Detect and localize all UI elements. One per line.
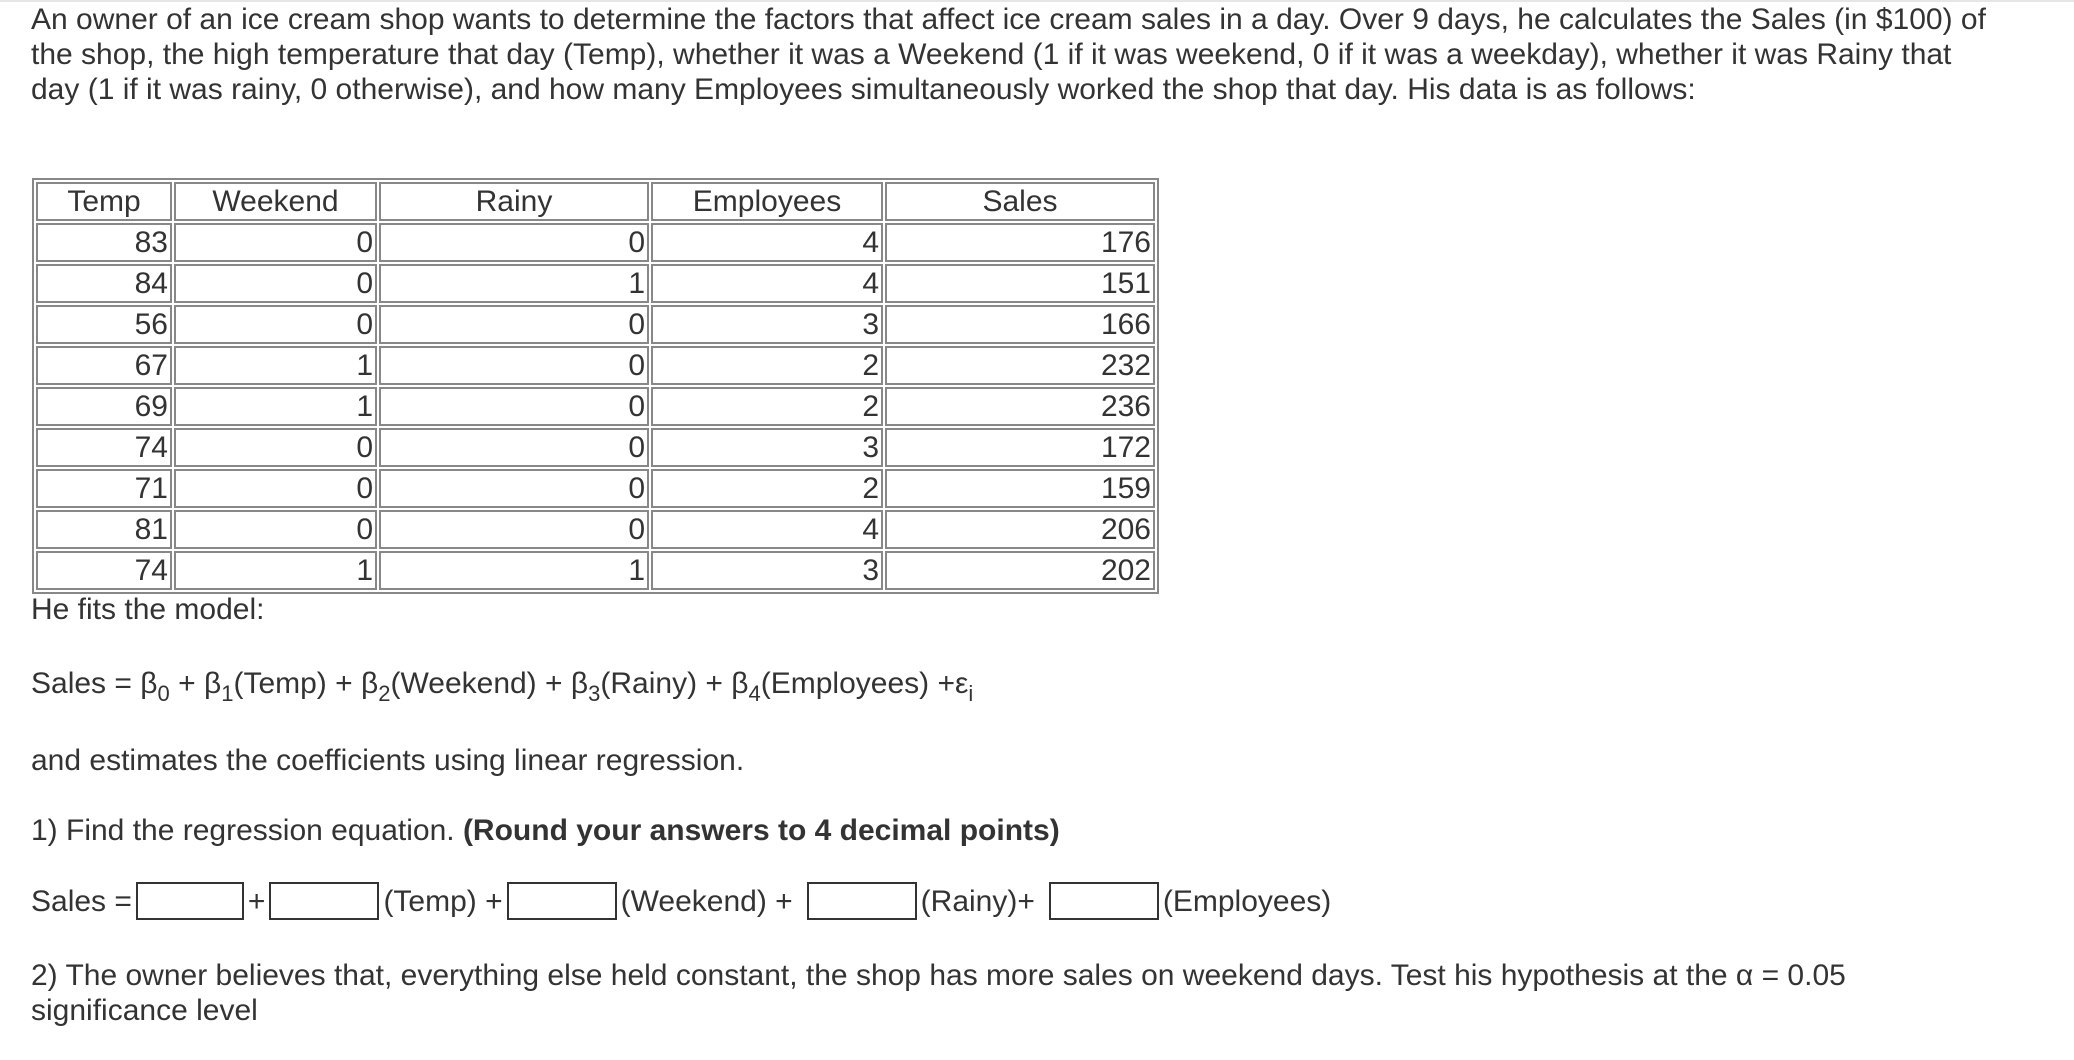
cell-weekend: 0	[174, 469, 377, 508]
cell-weekend: 1	[174, 387, 377, 426]
cell-rainy: 0	[379, 346, 649, 385]
cell-weekend: 0	[174, 264, 377, 303]
header-temp: Temp	[36, 182, 172, 221]
table-row	[36, 346, 1155, 385]
intercept-input[interactable]	[136, 882, 244, 920]
header-sales: Sales	[885, 182, 1155, 221]
cell-employees: 2	[651, 387, 883, 426]
cell-rainy: 1	[379, 551, 649, 590]
subscript-3: 3	[588, 681, 601, 706]
cell-employees: 3	[651, 305, 883, 344]
cell-sales: 176	[885, 223, 1155, 262]
model-term-5: (Employees) +ε	[760, 667, 969, 700]
cell-employees: 3	[651, 428, 883, 467]
header-weekend: Weekend	[174, 182, 377, 221]
model-term-4: (Rainy) + β	[600, 667, 749, 700]
cell-temp: 56	[36, 305, 172, 344]
plus-sign: +	[247, 884, 266, 918]
data-table	[32, 178, 1159, 594]
weekend-label: (Weekend) +	[620, 884, 793, 918]
cell-rainy: 0	[379, 428, 649, 467]
header-rainy: Rainy	[379, 182, 649, 221]
answer-lhs: Sales =	[31, 884, 132, 918]
cell-weekend: 1	[174, 346, 377, 385]
temp-label: (Temp) +	[383, 884, 503, 918]
cell-temp: 84	[36, 264, 172, 303]
employees-coefficient-input[interactable]	[1049, 882, 1159, 920]
cell-weekend: 0	[174, 223, 377, 262]
table-row	[36, 223, 1155, 262]
cell-employees: 2	[651, 346, 883, 385]
subscript-1: 1	[221, 681, 234, 706]
cell-sales: 151	[885, 264, 1155, 303]
cell-weekend: 0	[174, 305, 377, 344]
table-row	[36, 469, 1155, 508]
subscript-0: 0	[157, 681, 170, 706]
table-row	[36, 387, 1155, 426]
cell-temp: 67	[36, 346, 172, 385]
estimate-text: and estimates the coefficients using linear regression.	[31, 744, 745, 777]
problem-intro: An owner of an ice cream shop wants to determine the factors that affect ice cream sales in a day. Over 9 days, he calculates the Sales (in $100) of the shop, the high temperature that day (Temp), whether it was a Weekend (1 if it was weekend, 0 if it was a weekday), whether it was Rainy that day (1 if it was rainy, 0 otherwise), and how many Employees simultaneously worked the shop that day. His data is as follows:	[31, 3, 1986, 106]
cell-temp: 83	[36, 223, 172, 262]
cell-rainy: 0	[379, 387, 649, 426]
cell-employees: 2	[651, 469, 883, 508]
employees-label: (Employees)	[1162, 884, 1332, 918]
cell-temp: 69	[36, 387, 172, 426]
answer-equation	[31, 882, 1331, 920]
cell-rainy: 0	[379, 510, 649, 549]
cell-employees: 4	[651, 510, 883, 549]
table-header-row	[36, 182, 1155, 221]
weekend-coefficient-input[interactable]	[507, 882, 617, 920]
cell-sales: 236	[885, 387, 1155, 426]
cell-temp: 81	[36, 510, 172, 549]
table-row	[36, 264, 1155, 303]
cell-sales: 232	[885, 346, 1155, 385]
model-intro: He fits the model:	[31, 593, 265, 626]
model-term-1: + β	[169, 667, 222, 700]
model-lhs: Sales = β	[31, 667, 158, 700]
cell-employees: 4	[651, 223, 883, 262]
table-row	[36, 510, 1155, 549]
cell-weekend: 0	[174, 510, 377, 549]
cell-temp: 74	[36, 551, 172, 590]
cell-temp: 71	[36, 469, 172, 508]
question-2: 2) The owner believes that, everything else held constant, the shop has more sales on weekend days. Test his hypothesis at the α = 0.05 significance level	[31, 959, 1846, 1027]
cell-sales: 206	[885, 510, 1155, 549]
rainy-label: (Rainy)+	[920, 884, 1035, 918]
subscript-i: i	[968, 681, 974, 706]
subscript-2: 2	[378, 681, 391, 706]
table-row	[36, 305, 1155, 344]
cell-employees: 4	[651, 264, 883, 303]
temp-coefficient-input[interactable]	[269, 882, 379, 920]
question-1	[31, 813, 1060, 848]
cell-rainy: 0	[379, 223, 649, 262]
cell-weekend: 0	[174, 428, 377, 467]
cell-sales: 172	[885, 428, 1155, 467]
question-1-text: 1) Find the regression equation.	[31, 814, 463, 847]
model-term-2: (Temp) + β	[233, 667, 379, 700]
cell-employees: 3	[651, 551, 883, 590]
cell-rainy: 0	[379, 305, 649, 344]
table-row	[36, 428, 1155, 467]
cell-sales: 159	[885, 469, 1155, 508]
cell-rainy: 0	[379, 469, 649, 508]
subscript-4: 4	[748, 681, 761, 706]
cell-rainy: 1	[379, 264, 649, 303]
cell-sales: 166	[885, 305, 1155, 344]
table-row	[36, 551, 1155, 590]
rainy-coefficient-input[interactable]	[807, 882, 917, 920]
header-employees: Employees	[651, 182, 883, 221]
question-1-instruction: (Round your answers to 4 decimal points)	[462, 814, 1060, 847]
cell-sales: 202	[885, 551, 1155, 590]
model-term-3: (Weekend) + β	[390, 667, 589, 700]
model-equation	[31, 666, 974, 706]
cell-temp: 74	[36, 428, 172, 467]
cell-weekend: 1	[174, 551, 377, 590]
